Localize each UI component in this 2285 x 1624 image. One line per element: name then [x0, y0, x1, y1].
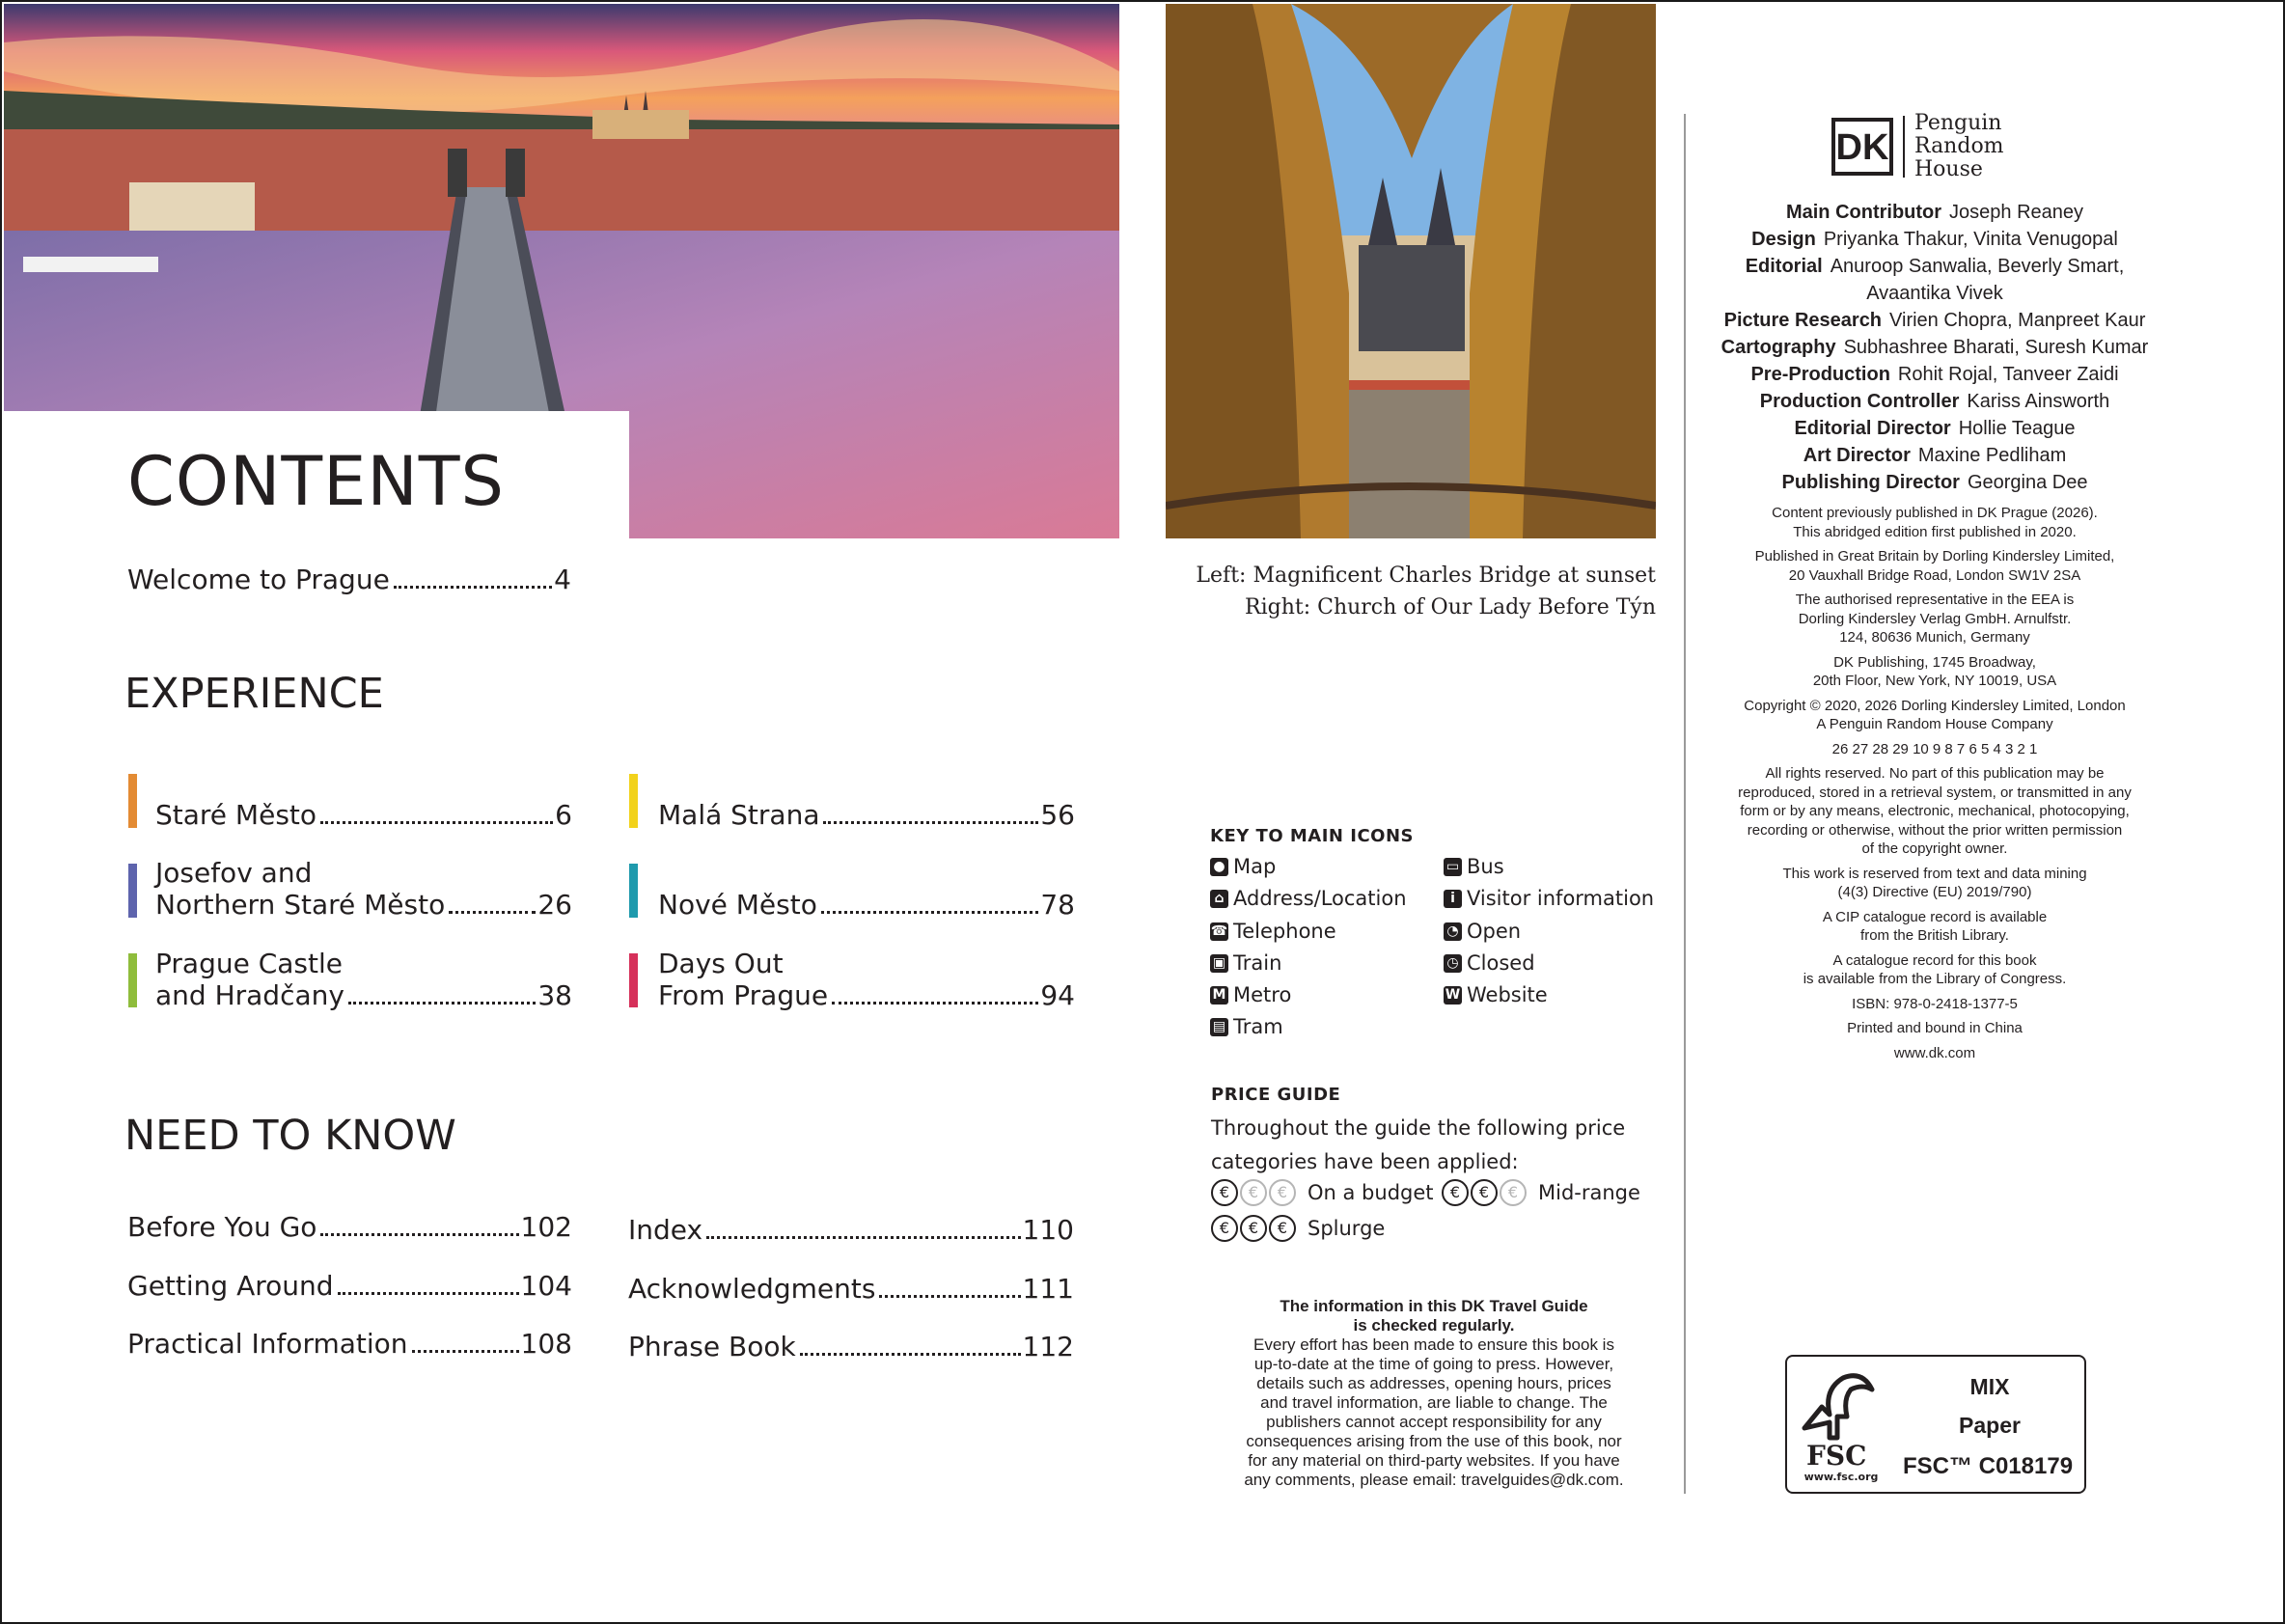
credit-names: Subhashree Bharati, Suresh Kumar — [1843, 337, 2149, 358]
price-guide-text — [1211, 1112, 1625, 1179]
imprint-paragraph — [1708, 1044, 2161, 1063]
credit-line — [1708, 388, 2161, 415]
toc-page: 112 — [1022, 1331, 1074, 1363]
toc-label: Josefov and Northern Staré Město — [155, 857, 446, 921]
fsc-mark: FSC — [1806, 1440, 1867, 1472]
note-line: publishers cannot accept responsibility for any — [1266, 1413, 1602, 1431]
toc-label: Malá Strana — [658, 799, 820, 831]
imprint-paragraph — [1708, 995, 2161, 1014]
credit-names: Hollie Teague — [1958, 418, 2076, 439]
imprint-line: ISBN: 978-0-2418-1377-5 — [1852, 995, 2018, 1012]
fsc-logo — [1785, 1355, 2086, 1494]
credit-line — [1708, 199, 2161, 226]
euro-icon: € — [1211, 1215, 1238, 1242]
toc-mala-strana[interactable] — [658, 799, 1075, 831]
caption-right: Right: Church of Our Lady Before Týn — [1245, 595, 1656, 619]
euro-icon: € — [1269, 1179, 1296, 1206]
imprint-line: form or by any means, electronic, mechanical, photocopying, — [1740, 803, 2130, 819]
toc-nove-mesto[interactable] — [658, 889, 1075, 921]
toc-page: 94 — [1040, 979, 1075, 1011]
credit-line — [1708, 442, 2161, 469]
credit-names: Virien Chopra, Manpreet Kaur — [1889, 310, 2146, 331]
price-guide-title: PRICE GUIDE — [1211, 1085, 1341, 1105]
key-telephone — [1210, 920, 1336, 943]
imprint-line: of the copyright owner. — [1861, 840, 2008, 857]
price-label: Splurge — [1308, 1217, 1386, 1240]
key-closed — [1444, 951, 1535, 975]
price-splurge — [1211, 1215, 1385, 1242]
closed-clock-icon: ◷ — [1444, 954, 1462, 973]
key-label: Closed — [1467, 951, 1535, 975]
price-mid — [1442, 1179, 1640, 1206]
toc-page: 38 — [537, 979, 572, 1011]
tyn-church-photo — [1166, 4, 1656, 538]
imprint-line: DK Publishing, 1745 Broadway, — [1833, 653, 2036, 671]
fsc-mix: MIX — [1969, 1374, 2010, 1399]
credit-role: Main Contributor — [1785, 202, 1942, 223]
imprint-line: A CIP catalogue record is available — [1822, 908, 2048, 925]
imprint-line: is available from the Library of Congress. — [1803, 971, 2067, 987]
imprint-paragraph — [1708, 764, 2161, 859]
toc-welcome[interactable] — [127, 564, 571, 595]
toc-josefov[interactable] — [155, 857, 572, 921]
credit-names: Anuroop Sanwalia, Beverly Smart, — [1830, 256, 2125, 277]
credit-role: Pre-Production — [1750, 364, 1890, 385]
imprint-line: (4(3) Directive (EU) 2019/790) — [1837, 884, 2032, 900]
metro-icon: M — [1210, 986, 1228, 1005]
train-icon: ▣ — [1210, 954, 1228, 973]
house-icon: ⌂ — [1210, 890, 1228, 908]
key-visitor-info — [1444, 887, 1654, 910]
key-address — [1210, 887, 1407, 910]
toc-getting-around[interactable] — [127, 1270, 572, 1302]
key-label: Website — [1467, 983, 1548, 1006]
imprint-line: This abridged edition first published in 2020. — [1793, 523, 2077, 540]
price-guide-line: categories have been applied: — [1211, 1150, 1519, 1173]
key-map — [1210, 855, 1276, 878]
dk-penguin-logo — [1831, 112, 2004, 181]
note-heading: The information in this DK Travel Guide — [1280, 1297, 1588, 1315]
publisher-line: House — [1914, 157, 1983, 181]
toc-page: 6 — [555, 799, 572, 831]
credit-names: Georgina Dee — [1967, 472, 2088, 493]
website-icon: W — [1445, 986, 1461, 1003]
key-label: Map — [1233, 855, 1277, 878]
toc-page: 4 — [554, 564, 571, 595]
price-label: On a budget — [1308, 1181, 1434, 1204]
euro-icon: € — [1500, 1179, 1527, 1206]
note-line: consequences arising from the use of this book, nor — [1246, 1432, 1622, 1450]
credit-names: Priyanka Thakur, Vinita Venugopal — [1823, 229, 2118, 250]
imprint-line: Printed and bound in China — [1847, 1020, 2023, 1036]
publisher-line: Random — [1914, 134, 2004, 158]
imprint-line: All rights reserved. No part of this publication may be — [1765, 765, 2105, 782]
credit-names: Avaantika Vivek — [1866, 283, 2003, 304]
photo-caption — [1196, 560, 1656, 623]
toc-days-out[interactable] — [658, 948, 1075, 1011]
toc-label: Nové Město — [658, 889, 817, 921]
toc-label: Before You Go — [127, 1211, 317, 1243]
experience-title: EXPERIENCE — [124, 670, 384, 718]
euro-icon: € — [1442, 1179, 1469, 1206]
toc-page: 102 — [520, 1211, 572, 1243]
toc-label: Getting Around — [127, 1270, 334, 1302]
euro-icon: € — [1471, 1179, 1498, 1206]
fsc-paper: Paper — [1959, 1413, 2021, 1438]
note-line[interactable]: any comments, please email: travelguides@dk.com. — [1244, 1471, 1624, 1489]
fsc-code: FSC™ C018179 — [1902, 1453, 2074, 1479]
imprint-line: Dorling Kindersley Verlag GmbH. Arnulfstr. — [1798, 610, 2072, 627]
experience-color-bar — [128, 774, 137, 828]
imprint-line: 20th Floor, New York, NY 10019, USA — [1812, 673, 2057, 689]
toc-before-you-go[interactable] — [127, 1211, 572, 1243]
toc-page: 110 — [1022, 1214, 1074, 1246]
imprint-line: Copyright © 2020, 2026 Dorling Kindersley Limited, London — [1744, 697, 2126, 714]
credit-line — [1708, 253, 2161, 280]
bus-icon: ▭ — [1444, 858, 1462, 876]
imprint-paragraph — [1708, 547, 2161, 585]
imprint-paragraph — [1708, 653, 2161, 691]
price-guide-line: Throughout the guide the following price — [1211, 1116, 1626, 1140]
phone-icon: ☎ — [1210, 922, 1228, 939]
imprint-line: reproduced, stored in a retrieval system, or transmitted in any — [1738, 784, 2132, 801]
imprint-paragraph — [1708, 591, 2161, 647]
dk-logo-icon: DK — [1831, 118, 1893, 176]
need-to-know-title: NEED TO KNOW — [124, 1112, 456, 1160]
toc-label: Days Out From Prague — [658, 948, 829, 1011]
toc-label: Prague Castle and Hradčany — [155, 948, 344, 1011]
experience-color-bar — [629, 774, 638, 828]
key-label: Tram — [1233, 1015, 1283, 1038]
toc-prague-castle[interactable] — [155, 948, 572, 1011]
imprint-line: Content previously published in DK Prague (2026). — [1772, 505, 2098, 521]
toc-page: 26 — [537, 889, 572, 921]
note-line: for any material on third-party websites. If you have — [1248, 1451, 1620, 1470]
toc-label: Index — [628, 1214, 703, 1246]
toc-label: Acknowledgments — [628, 1273, 876, 1305]
credit-line — [1708, 361, 2161, 388]
credit-role: Production Controller — [1759, 391, 1960, 412]
imprint-line: Published in Great Britain by Dorling Kindersley Limited, — [1754, 548, 2115, 564]
credit-line — [1708, 469, 2161, 496]
imprint-line: The authorised representative in the EEA is — [1795, 592, 2075, 608]
experience-color-bar — [629, 864, 638, 918]
key-label: Telephone — [1233, 920, 1336, 943]
euro-icon: € — [1211, 1179, 1238, 1206]
credit-line — [1708, 415, 2161, 442]
toc-page: 108 — [520, 1328, 572, 1360]
caption-left: Left: Magnificent Charles Bridge at sunset — [1196, 564, 1656, 588]
imprint-line: from the British Library. — [1860, 927, 2009, 944]
toc-label: Welcome to Prague — [127, 564, 390, 595]
toc-index[interactable] — [628, 1214, 1074, 1246]
credit-line — [1708, 307, 2161, 334]
note-line: and travel information, are liable to change. The — [1260, 1393, 1608, 1412]
toc-page: 104 — [520, 1270, 572, 1302]
euro-icon: € — [1269, 1215, 1296, 1242]
note-heading: is checked regularly. — [1353, 1316, 1515, 1335]
credit-names: Joseph Reaney — [1949, 202, 2084, 223]
key-label: Bus — [1467, 855, 1504, 878]
key-train — [1210, 951, 1281, 975]
imprint-paragraph — [1708, 865, 2161, 902]
euro-icon: € — [1240, 1179, 1267, 1206]
fsc-tree-icon — [1795, 1361, 1878, 1447]
contents-title: CONTENTS — [127, 442, 505, 521]
imprint-paragraph — [1708, 1019, 2161, 1038]
note-line: details such as addresses, opening hours, prices — [1256, 1374, 1611, 1392]
key-label: Train — [1233, 951, 1282, 975]
toc-phrase-book[interactable] — [628, 1331, 1074, 1363]
disclaimer-note — [1231, 1297, 1637, 1490]
key-website — [1444, 983, 1548, 1006]
toc-page: 78 — [1040, 889, 1075, 921]
imprint-line: 20 Vauxhall Bridge Road, London SW1V 2SA — [1788, 566, 2081, 584]
imprint-paragraph — [1708, 504, 2161, 541]
note-line: up-to-date at the time of going to press. However, — [1253, 1355, 1614, 1373]
key-metro — [1210, 983, 1291, 1006]
key-label: Metro — [1233, 983, 1292, 1006]
column-divider — [1684, 114, 1686, 1494]
price-label: Mid-range — [1538, 1181, 1640, 1204]
credit-line — [1708, 334, 2161, 361]
penguin-random-house-name — [1914, 112, 2004, 181]
price-budget — [1211, 1179, 1434, 1206]
credit-names: Kariss Ainsworth — [1967, 391, 2110, 412]
note-line: Every effort has been made to ensure this book is — [1253, 1335, 1614, 1354]
credit-names: Maxine Pedliham — [1917, 445, 2067, 466]
publisher-line: Penguin — [1914, 111, 2002, 135]
key-bus — [1444, 855, 1504, 878]
key-label: Visitor information — [1467, 887, 1655, 910]
tram-icon: ▤ — [1210, 1018, 1228, 1036]
credit-role: Editorial — [1745, 256, 1823, 277]
credit-role: Design — [1751, 229, 1816, 250]
credit-role: Art Director — [1803, 445, 1911, 466]
experience-color-bar — [128, 864, 137, 918]
credit-names: Rohit Rojal, Tanveer Zaidi — [1897, 364, 2119, 385]
key-tram — [1210, 1015, 1283, 1038]
toc-label: Phrase Book — [628, 1331, 796, 1363]
toc-label: Practical Information — [127, 1328, 408, 1360]
imprint-line: recording or otherwise, without the prior written permission — [1747, 821, 2123, 839]
imprint-paragraph — [1708, 951, 2161, 989]
credit-role: Cartography — [1721, 337, 1836, 358]
key-icons-title: KEY TO MAIN ICONS — [1210, 826, 1414, 846]
imprint-line: 124, 80636 Munich, Germany — [1839, 629, 2030, 646]
imprint-line: A Penguin Random House Company — [1816, 716, 2053, 732]
credit-line — [1708, 280, 2161, 307]
experience-color-bar — [128, 953, 137, 1007]
imprint-line: www.dk.com — [1893, 1044, 1976, 1061]
euro-icon: € — [1240, 1215, 1267, 1242]
toc-acknowledgments[interactable] — [628, 1273, 1074, 1305]
credits-block — [1708, 199, 2161, 1062]
imprint-line: 26 27 28 29 10 9 8 7 6 5 4 3 2 1 — [1831, 740, 2038, 757]
imprint-paragraph — [1708, 697, 2161, 734]
imprint-paragraph — [1708, 740, 2161, 759]
credit-role: Publishing Director — [1781, 472, 1960, 493]
fsc-site: www.fsc.org — [1803, 1471, 1879, 1483]
info-icon: i — [1444, 890, 1462, 908]
clock-icon: ◔ — [1444, 922, 1462, 941]
toc-page: 56 — [1040, 799, 1075, 831]
toc-label: Staré Město — [155, 799, 317, 831]
key-label: Open — [1467, 920, 1522, 943]
experience-color-bar — [629, 953, 638, 1007]
imprint-paragraph — [1708, 908, 2161, 946]
key-open — [1444, 920, 1521, 943]
toc-page: 111 — [1022, 1273, 1074, 1305]
credit-line — [1708, 226, 2161, 253]
imprint-line: A catalogue record for this book — [1832, 951, 2037, 969]
map-pin-icon: ● — [1210, 858, 1228, 876]
imprint-line: This work is reserved from text and data mining — [1782, 865, 2087, 882]
toc-stare-mesto[interactable] — [155, 799, 572, 831]
key-label: Address/Location — [1233, 887, 1407, 910]
credit-role: Editorial Director — [1794, 418, 1951, 439]
toc-practical-information[interactable] — [127, 1328, 572, 1360]
credit-role: Picture Research — [1723, 310, 1883, 331]
